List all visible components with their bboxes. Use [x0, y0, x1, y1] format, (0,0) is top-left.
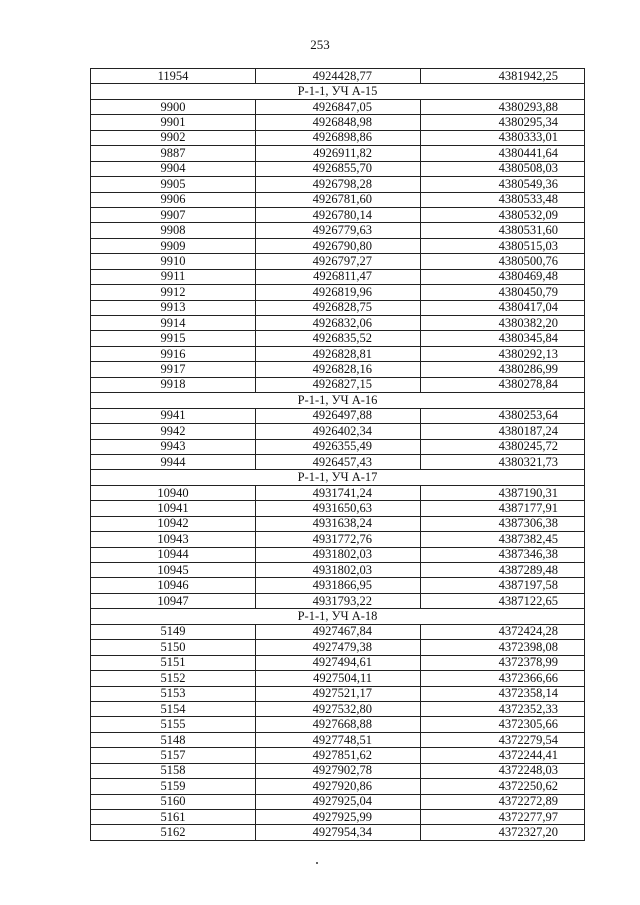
y-coordinate-cell: 4380533,48 — [421, 192, 585, 207]
y-coordinate-cell: 4372378,99 — [421, 655, 585, 670]
section-label: Р-1-1, УЧ А-18 — [91, 609, 585, 624]
section-row — [91, 609, 585, 624]
point-id-cell: 9904 — [91, 161, 256, 176]
y-coordinate-cell: 4372305,66 — [421, 717, 585, 732]
point-id-cell: 9912 — [91, 285, 256, 300]
x-coordinate-cell: 4931802,03 — [256, 547, 421, 562]
point-id-cell: 5162 — [91, 825, 256, 840]
point-id-cell: 9914 — [91, 316, 256, 331]
table-row — [91, 578, 585, 593]
y-coordinate-cell: 4372250,62 — [421, 779, 585, 794]
x-coordinate-cell: 4931793,22 — [256, 593, 421, 608]
point-id-cell: 9910 — [91, 254, 256, 269]
point-id-cell: 9906 — [91, 192, 256, 207]
point-id-cell: 9887 — [91, 146, 256, 161]
table-row — [91, 748, 585, 763]
x-coordinate-cell: 4931772,76 — [256, 532, 421, 547]
x-coordinate-cell: 4931650,63 — [256, 501, 421, 516]
point-id-cell: 5159 — [91, 779, 256, 794]
y-coordinate-cell: 4380469,48 — [421, 269, 585, 284]
table-row — [91, 115, 585, 130]
table-row — [91, 69, 585, 84]
x-coordinate-cell: 4926828,16 — [256, 362, 421, 377]
table-row — [91, 161, 585, 176]
point-id-cell: 9905 — [91, 177, 256, 192]
x-coordinate-cell: 4926781,60 — [256, 192, 421, 207]
page-mark — [316, 862, 318, 864]
point-id-cell: 9941 — [91, 408, 256, 423]
x-coordinate-cell: 4926911,82 — [256, 146, 421, 161]
table-row — [91, 701, 585, 716]
coordinates-table — [90, 68, 585, 841]
table-row — [91, 316, 585, 331]
table-row — [91, 516, 585, 531]
table-row — [91, 825, 585, 840]
table-row — [91, 454, 585, 469]
x-coordinate-cell: 4927902,78 — [256, 763, 421, 778]
point-id-cell: 5153 — [91, 686, 256, 701]
y-coordinate-cell: 4387190,31 — [421, 485, 585, 500]
x-coordinate-cell: 4926828,81 — [256, 346, 421, 361]
table-row — [91, 593, 585, 608]
y-coordinate-cell: 4380441,64 — [421, 146, 585, 161]
table-row — [91, 810, 585, 825]
point-id-cell: 9943 — [91, 439, 256, 454]
x-coordinate-cell: 4926798,28 — [256, 177, 421, 192]
point-id-cell: 5154 — [91, 701, 256, 716]
x-coordinate-cell: 4926497,88 — [256, 408, 421, 423]
point-id-cell: 5148 — [91, 732, 256, 747]
x-coordinate-cell: 4926848,98 — [256, 115, 421, 130]
table-row — [91, 130, 585, 145]
table-row — [91, 408, 585, 423]
table-row — [91, 624, 585, 639]
table-row — [91, 285, 585, 300]
table-row — [91, 439, 585, 454]
section-row — [91, 84, 585, 99]
x-coordinate-cell: 4926780,14 — [256, 207, 421, 222]
y-coordinate-cell: 4380333,01 — [421, 130, 585, 145]
y-coordinate-cell: 4380321,73 — [421, 454, 585, 469]
table-row — [91, 238, 585, 253]
point-id-cell: 5150 — [91, 640, 256, 655]
x-coordinate-cell: 4927504,11 — [256, 671, 421, 686]
x-coordinate-cell: 4926835,52 — [256, 331, 421, 346]
table-row — [91, 655, 585, 670]
x-coordinate-cell: 4926779,63 — [256, 223, 421, 238]
y-coordinate-cell: 4380508,03 — [421, 161, 585, 176]
point-id-cell: 5149 — [91, 624, 256, 639]
coordinates-table-body — [91, 69, 585, 841]
y-coordinate-cell: 4372277,97 — [421, 810, 585, 825]
point-id-cell: 9915 — [91, 331, 256, 346]
table-row — [91, 732, 585, 747]
x-coordinate-cell: 4926457,43 — [256, 454, 421, 469]
y-coordinate-cell: 4380500,76 — [421, 254, 585, 269]
y-coordinate-cell: 4381942,25 — [421, 69, 585, 84]
point-id-cell: 9917 — [91, 362, 256, 377]
y-coordinate-cell: 4380417,04 — [421, 300, 585, 315]
section-row — [91, 470, 585, 485]
table-row — [91, 331, 585, 346]
y-coordinate-cell: 4387122,65 — [421, 593, 585, 608]
point-id-cell: 5152 — [91, 671, 256, 686]
point-id-cell: 5155 — [91, 717, 256, 732]
table-row — [91, 501, 585, 516]
section-row — [91, 393, 585, 408]
table-row — [91, 763, 585, 778]
x-coordinate-cell: 4926847,05 — [256, 99, 421, 114]
point-id-cell: 5161 — [91, 810, 256, 825]
y-coordinate-cell: 4380245,72 — [421, 439, 585, 454]
y-coordinate-cell: 4380253,64 — [421, 408, 585, 423]
y-coordinate-cell: 4372366,66 — [421, 671, 585, 686]
x-coordinate-cell: 4927668,88 — [256, 717, 421, 732]
point-id-cell: 9908 — [91, 223, 256, 238]
point-id-cell: 5158 — [91, 763, 256, 778]
y-coordinate-cell: 4372272,89 — [421, 794, 585, 809]
table-row — [91, 377, 585, 392]
point-id-cell: 9902 — [91, 130, 256, 145]
table-row — [91, 640, 585, 655]
x-coordinate-cell: 4926797,27 — [256, 254, 421, 269]
x-coordinate-cell: 4927954,34 — [256, 825, 421, 840]
table-row — [91, 146, 585, 161]
y-coordinate-cell: 4372248,03 — [421, 763, 585, 778]
point-id-cell: 10946 — [91, 578, 256, 593]
point-id-cell: 5160 — [91, 794, 256, 809]
x-coordinate-cell: 4926819,96 — [256, 285, 421, 300]
y-coordinate-cell: 4380532,09 — [421, 207, 585, 222]
table-row — [91, 686, 585, 701]
x-coordinate-cell: 4927479,38 — [256, 640, 421, 655]
x-coordinate-cell: 4926790,80 — [256, 238, 421, 253]
table-row — [91, 207, 585, 222]
x-coordinate-cell: 4927925,99 — [256, 810, 421, 825]
table-row — [91, 424, 585, 439]
point-id-cell: 9900 — [91, 99, 256, 114]
y-coordinate-cell: 4387382,45 — [421, 532, 585, 547]
y-coordinate-cell: 4372352,33 — [421, 701, 585, 716]
x-coordinate-cell: 4927467,84 — [256, 624, 421, 639]
y-coordinate-cell: 4380278,84 — [421, 377, 585, 392]
x-coordinate-cell: 4927851,62 — [256, 748, 421, 763]
x-coordinate-cell: 4926898,86 — [256, 130, 421, 145]
y-coordinate-cell: 4372398,08 — [421, 640, 585, 655]
x-coordinate-cell: 4926402,34 — [256, 424, 421, 439]
point-id-cell: 9944 — [91, 454, 256, 469]
x-coordinate-cell: 4931866,95 — [256, 578, 421, 593]
section-label: Р-1-1, УЧ А-16 — [91, 393, 585, 408]
y-coordinate-cell: 4372244,41 — [421, 748, 585, 763]
x-coordinate-cell: 4926855,70 — [256, 161, 421, 176]
x-coordinate-cell: 4931741,24 — [256, 485, 421, 500]
x-coordinate-cell: 4926832,06 — [256, 316, 421, 331]
point-id-cell: 9911 — [91, 269, 256, 284]
x-coordinate-cell: 4926828,75 — [256, 300, 421, 315]
y-coordinate-cell: 4380531,60 — [421, 223, 585, 238]
point-id-cell: 10941 — [91, 501, 256, 516]
table-row — [91, 563, 585, 578]
table-row — [91, 346, 585, 361]
y-coordinate-cell: 4380295,34 — [421, 115, 585, 130]
x-coordinate-cell: 4924428,77 — [256, 69, 421, 84]
table-row — [91, 362, 585, 377]
point-id-cell: 9907 — [91, 207, 256, 222]
x-coordinate-cell: 4931638,24 — [256, 516, 421, 531]
table-row — [91, 547, 585, 562]
y-coordinate-cell: 4380345,84 — [421, 331, 585, 346]
point-id-cell: 10944 — [91, 547, 256, 562]
x-coordinate-cell: 4927521,17 — [256, 686, 421, 701]
point-id-cell: 10942 — [91, 516, 256, 531]
x-coordinate-cell: 4931802,03 — [256, 563, 421, 578]
table-row — [91, 192, 585, 207]
point-id-cell: 11954 — [91, 69, 256, 84]
x-coordinate-cell: 4927920,86 — [256, 779, 421, 794]
point-id-cell: 9916 — [91, 346, 256, 361]
table-row — [91, 300, 585, 315]
y-coordinate-cell: 4380187,24 — [421, 424, 585, 439]
point-id-cell: 5157 — [91, 748, 256, 763]
x-coordinate-cell: 4927494,61 — [256, 655, 421, 670]
point-id-cell: 9942 — [91, 424, 256, 439]
table-row — [91, 177, 585, 192]
y-coordinate-cell: 4372424,28 — [421, 624, 585, 639]
y-coordinate-cell: 4372327,20 — [421, 825, 585, 840]
table-row — [91, 717, 585, 732]
table-row — [91, 779, 585, 794]
y-coordinate-cell: 4380450,79 — [421, 285, 585, 300]
y-coordinate-cell: 4380382,20 — [421, 316, 585, 331]
x-coordinate-cell: 4926811,47 — [256, 269, 421, 284]
point-id-cell: 10947 — [91, 593, 256, 608]
table-row — [91, 99, 585, 114]
table-row — [91, 269, 585, 284]
table-row — [91, 223, 585, 238]
y-coordinate-cell: 4387346,38 — [421, 547, 585, 562]
x-coordinate-cell: 4927748,51 — [256, 732, 421, 747]
table-row — [91, 254, 585, 269]
point-id-cell: 9909 — [91, 238, 256, 253]
y-coordinate-cell: 4380549,36 — [421, 177, 585, 192]
point-id-cell: 9918 — [91, 377, 256, 392]
y-coordinate-cell: 4387197,58 — [421, 578, 585, 593]
point-id-cell: 9901 — [91, 115, 256, 130]
point-id-cell: 10940 — [91, 485, 256, 500]
section-label: Р-1-1, УЧ А-15 — [91, 84, 585, 99]
point-id-cell: 10943 — [91, 532, 256, 547]
y-coordinate-cell: 4387177,91 — [421, 501, 585, 516]
table-row — [91, 794, 585, 809]
y-coordinate-cell: 4387306,38 — [421, 516, 585, 531]
page-number: 253 — [310, 37, 330, 52]
y-coordinate-cell: 4387289,48 — [421, 563, 585, 578]
y-coordinate-cell: 4372279,54 — [421, 732, 585, 747]
y-coordinate-cell: 4380293,88 — [421, 99, 585, 114]
point-id-cell: 5151 — [91, 655, 256, 670]
point-id-cell: 10945 — [91, 563, 256, 578]
point-id-cell: 9913 — [91, 300, 256, 315]
x-coordinate-cell: 4927925,04 — [256, 794, 421, 809]
y-coordinate-cell: 4380286,99 — [421, 362, 585, 377]
x-coordinate-cell: 4926355,49 — [256, 439, 421, 454]
section-label: Р-1-1, УЧ А-17 — [91, 470, 585, 485]
x-coordinate-cell: 4926827,15 — [256, 377, 421, 392]
x-coordinate-cell: 4927532,80 — [256, 701, 421, 716]
y-coordinate-cell: 4380515,03 — [421, 238, 585, 253]
table-row — [91, 485, 585, 500]
table-row — [91, 671, 585, 686]
table-row — [91, 532, 585, 547]
y-coordinate-cell: 4372358,14 — [421, 686, 585, 701]
y-coordinate-cell: 4380292,13 — [421, 346, 585, 361]
